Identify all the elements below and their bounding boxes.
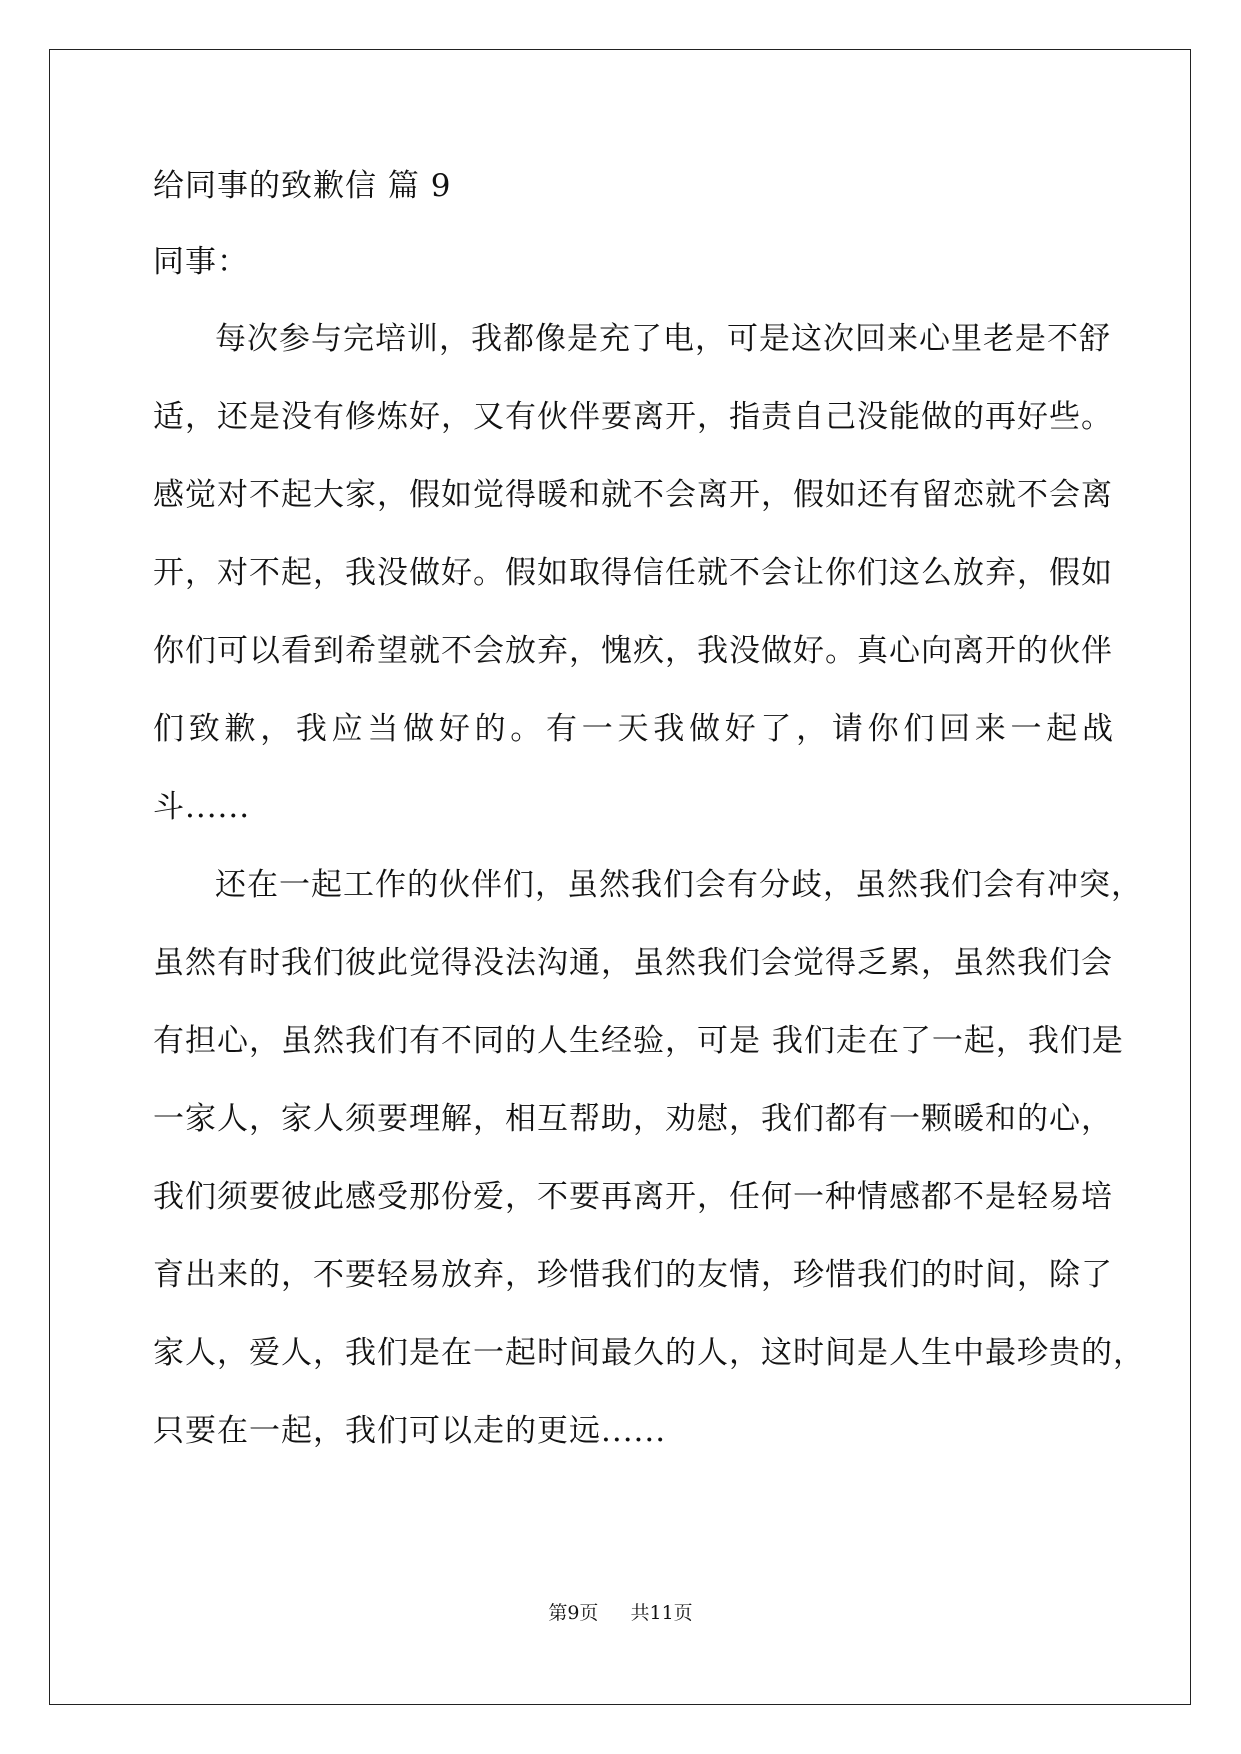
paragraph-line: 家人，爱人，我们是在一起时间最久的人，这时间是人生中最珍贵的， [153, 1335, 1145, 1371]
paragraph-line: 感觉对不起大家，假如觉得暖和就不会离开，假如还有留恋就不会离 [153, 477, 1113, 513]
document-body [153, 166, 1145, 1489]
paragraph-line: 一家人，家人须要理解，相互帮助，劝慰，我们都有一颗暖和的心， [153, 1101, 1113, 1137]
paragraph-line: 虽然有时我们彼此觉得没法沟通，虽然我们会觉得乏累，虽然我们会 [153, 945, 1113, 981]
paragraph-2 [153, 865, 1145, 1451]
paragraph-line: 我们须要彼此感受那份爱，不要再离开，任何一种情感都不是轻易培 [153, 1179, 1113, 1215]
paragraph-line: 每次参与完培训，我都像是充了电，可是这次回来心里老是不舒 [215, 321, 1111, 357]
paragraph-line: 斗...... [153, 789, 251, 825]
paragraph-line: 只要在一起，我们可以走的更远...... [153, 1413, 667, 1449]
paragraph-1 [153, 319, 1113, 827]
document-title: 给同事的致歉信 篇 9 [153, 168, 452, 204]
paragraph-line: 适，还是没有修炼好，又有伙伴要离开，指责自己没能做的再好些。 [153, 399, 1113, 435]
page-number: 第9页 [548, 1602, 599, 1624]
paragraph-line: 们致歉，我应当做好的。有一天我做好了，请你们回来一起战 [153, 711, 1113, 747]
paragraph-line: 育出来的，不要轻易放弃，珍惜我们的友情，珍惜我们的时间，除了 [153, 1257, 1113, 1293]
paragraph-line: 有担心，虽然我们有不同的人生经验，可是 我们走在了一起，我们是 [153, 1023, 1124, 1059]
greeting: 同事： [153, 244, 249, 280]
page-total: 共11页 [630, 1602, 693, 1624]
paragraph-line: 还在一起工作的伙伴们，虽然我们会有分歧，虽然我们会有冲突， [215, 867, 1143, 903]
page-footer [0, 1598, 1241, 1625]
paragraph-line: 你们可以看到希望就不会放弃，愧疚，我没做好。真心向离开的伙伴 [153, 633, 1113, 669]
paragraph-line: 开，对不起，我没做好。假如取得信任就不会让你们这么放弃，假如 [153, 555, 1113, 591]
